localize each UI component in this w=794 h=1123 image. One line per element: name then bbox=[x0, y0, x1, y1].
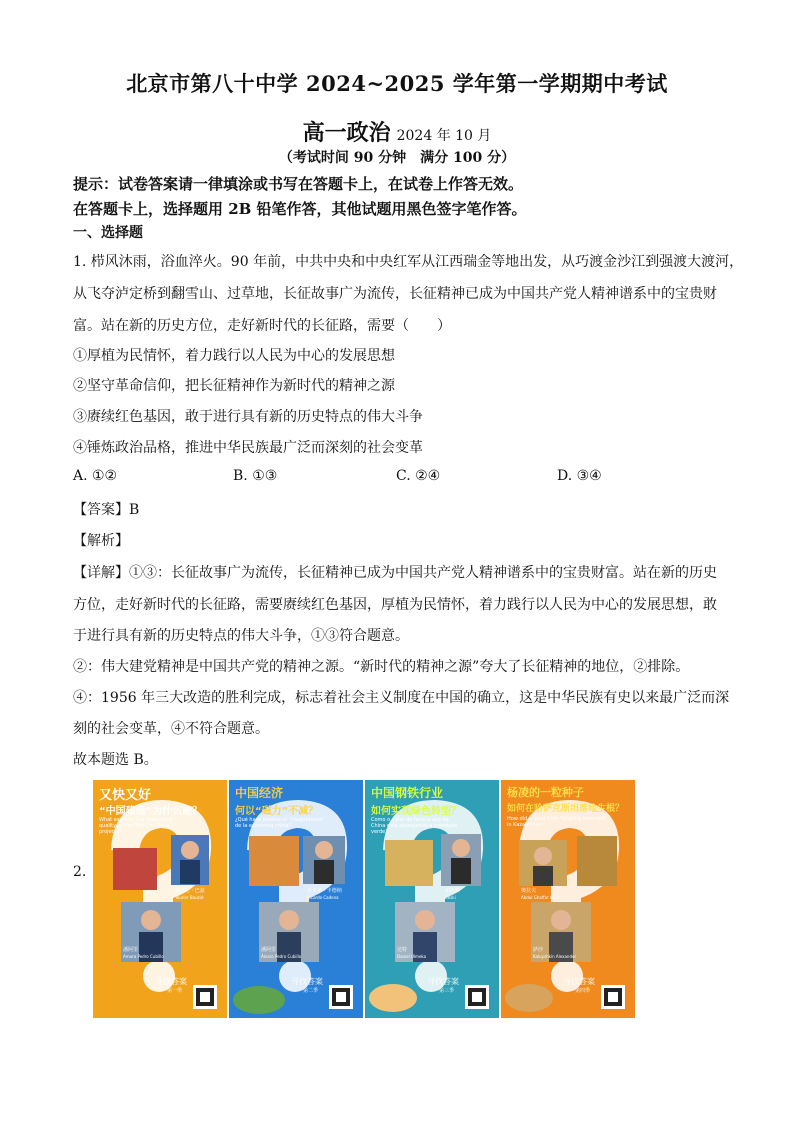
q1-statement-2: ②坚守革命信仰，把长征精神作为新时代的精神之源 bbox=[73, 378, 395, 394]
q1-detail-line: 于进行具有新的历史特点的伟大斗争，①③符合题意。 bbox=[73, 628, 409, 644]
q1-statement-3: ③赓续红色基因，敢于进行具有新的历史特点的伟大斗争 bbox=[73, 409, 423, 425]
exam-title: 北京市第八十中学 2024~2025 学年第一学期期中考试 bbox=[126, 71, 668, 96]
poster-3-english: Como o setor de ferro e aço da China está alcançando a transição verde? bbox=[371, 817, 458, 835]
poster-4-person-1-en: Abdul Ghaffar Onar bbox=[521, 895, 560, 900]
poster-4-issue: 第四季 bbox=[575, 988, 591, 994]
q1-stem-line: 从飞夺泸定桥到翻雪山、过草地，长征故事广为流传，长征精神已成为中国共产党人精神谱系中的宝贵财 bbox=[73, 286, 717, 302]
q1-option-b: B. ①③ bbox=[233, 468, 278, 484]
q1-detail-line: ④：1956 年三大改造的胜利完成，标志着社会主义制度在中国的确立，这是中华民族有史以来最广泛而深 bbox=[73, 690, 730, 706]
poster-2 bbox=[229, 780, 363, 1018]
tip-line-2: 在答题卡上，选择题用 2B 铅笔作答，其他试题用黑色签字笔作答。 bbox=[73, 200, 527, 218]
q1-analysis-label: 【解析】 bbox=[73, 533, 129, 549]
poster-4-headline-2: 如何在哈萨克斯坦落地生根？ bbox=[507, 804, 625, 814]
poster-3-headline-1: 中国钢铁行业 bbox=[371, 786, 444, 800]
poster-4-headline-1: 杨凌的一粒种子 bbox=[507, 786, 584, 799]
poster-1-person-1: 穆辛尼 · 巴兹 bbox=[175, 888, 205, 894]
poster-2-person-1-en: Ricardo Cadena bbox=[307, 895, 339, 900]
poster-2-headline-1: 中国经济 bbox=[235, 786, 284, 800]
q2-poster-strip bbox=[93, 780, 635, 1018]
poster-3-headline-2: 如何实现绿色转型？ bbox=[371, 806, 461, 817]
q1-detail-line: 【详解】①③：长征故事广为流传，长征精神已成为中国共产党人精神谱系中的宝贵财富。站在新的历史 bbox=[73, 565, 717, 581]
poster-1-headline-1: 又快又好 bbox=[99, 788, 152, 803]
q1-option-d: D. ③④ bbox=[557, 468, 602, 484]
q1-detail-line: 刻的社会变革，④不符合题意。 bbox=[73, 721, 269, 737]
poster-3-person-1: 伯斯科 bbox=[445, 888, 461, 894]
poster-2-headline-2: 何以“磁力”不减？ bbox=[235, 806, 319, 817]
poster-4-person-2-en: Kaluyshkin Alexander bbox=[533, 954, 577, 959]
q1-option-c: C. ②④ bbox=[396, 468, 441, 484]
q1-answer: 【答案】B bbox=[73, 502, 140, 518]
poster-4 bbox=[501, 780, 635, 1018]
poster-3-person-2-en: Daniel Ulmeka bbox=[397, 954, 427, 959]
subject-title: 高一政治 bbox=[302, 120, 391, 146]
subtitle-row bbox=[0, 116, 794, 147]
q1-statement-4: ④锤炼政治品格，推进中华民族最广泛而深刻的社会变革 bbox=[73, 440, 423, 456]
q1-detail-line: 方位，走好新时代的长征路，需要赓续红色基因，厚植为民情怀，着力践行以人民为中心的发展思想，敢 bbox=[73, 597, 717, 613]
poster-2-issue: 第二季 bbox=[303, 988, 319, 994]
poster-2-person-2: 潘阿里 bbox=[261, 947, 277, 953]
poster-4-english: How did a seed from Yangling take root in Kazakhstan? bbox=[507, 816, 606, 828]
q2-number: 2. bbox=[73, 864, 87, 880]
q1-option-a: A. ①② bbox=[73, 468, 118, 484]
poster-1-person-2-en: Amara Pedro Cubillo bbox=[123, 954, 164, 959]
poster-2-english: ¿Qué hace posible el “magnetismo” de la economía china? bbox=[235, 817, 325, 829]
poster-3-person-2: 达特 bbox=[397, 947, 408, 953]
poster-1-person-2: 潘阿里 bbox=[123, 947, 139, 953]
poster-1-headline-2: “中国建造”为什么能？ bbox=[99, 806, 203, 817]
poster-3-person-1-en: Boski bbox=[445, 895, 456, 900]
poster-1 bbox=[93, 780, 227, 1018]
poster-2-person-2-en: Álvaro Pedro Cubillo bbox=[261, 954, 302, 959]
poster-1-issue: 第一季 bbox=[167, 988, 183, 994]
q1-statement-1: ①厚植为民情怀，着力践行以人民为中心的发展思想 bbox=[73, 348, 395, 364]
section-title: 一、选择题 bbox=[73, 225, 143, 241]
poster-3 bbox=[365, 780, 499, 1018]
poster-3-issue: 第三季 bbox=[439, 988, 455, 994]
q1-detail-line: ②：伟大建党精神是中国共产党的精神之源。“新时代的精神之源”夸大了长征精神的地位，②排除。 bbox=[73, 659, 690, 675]
poster-2-person-1: 里卡多 · 卡德纳 bbox=[307, 888, 342, 894]
poster-4-brand: 寻找答案 bbox=[563, 977, 595, 986]
q1-detail-line: 故本题选 B。 bbox=[73, 752, 158, 768]
poster-1-person-1-en: Tourier Bouzid bbox=[175, 895, 204, 900]
exam-date: 2024 年 10 月 bbox=[396, 128, 492, 144]
time-note: （考试时间 90 分钟 满分 100 分） bbox=[278, 150, 516, 166]
poster-3-brand: 寻找答案 bbox=[427, 977, 459, 986]
poster-1-brand: 寻找答案 bbox=[155, 977, 187, 986]
tip-line-1: 提示：试卷答案请一律填涂或书写在答题卡上，在试卷上作答无效。 bbox=[73, 175, 524, 193]
q1-stem-line: 1. 栉风沐雨，浴血淬火。90 年前，中共中央和中央红军从江西瑞金等地出发，从巧渡金沙江到强渡大渡河， bbox=[73, 254, 744, 270]
poster-4-person-1: 奥拉夫 bbox=[521, 888, 537, 894]
q1-stem-line: 富。站在新的历史方位，走好新时代的长征路，需要（ ） bbox=[73, 318, 451, 334]
poster-4-person-2: 萨沙 bbox=[533, 947, 544, 953]
poster-1-english: What explains the speed and quality of the “Built in China” projects? bbox=[99, 817, 173, 835]
poster-2-brand: 寻找答案 bbox=[291, 977, 323, 986]
